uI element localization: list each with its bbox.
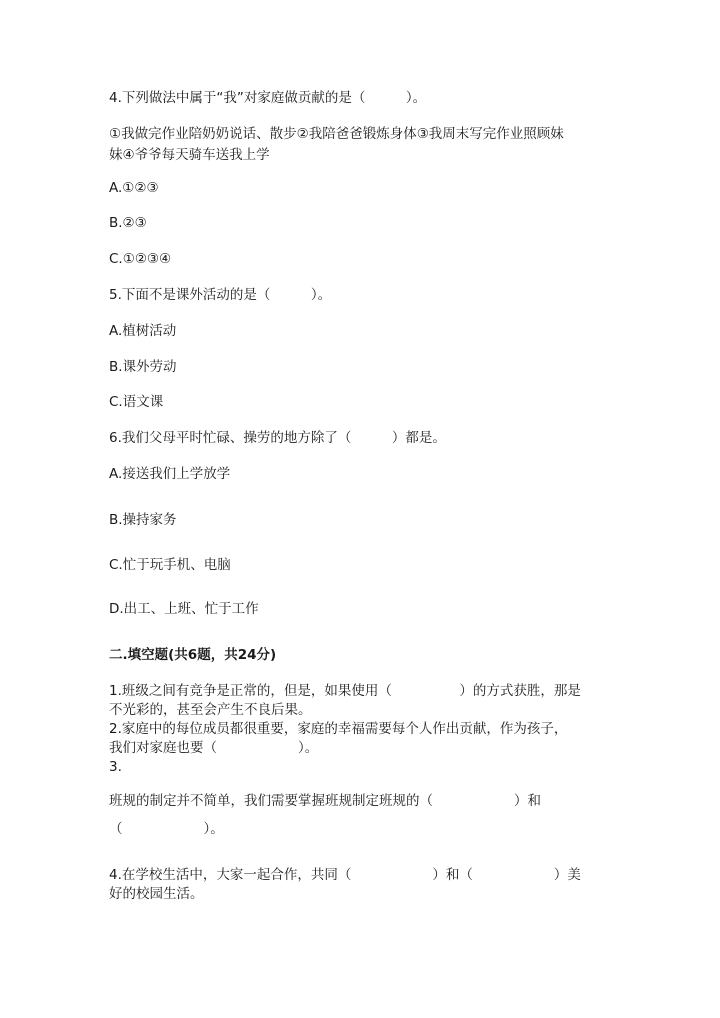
fill-q3-line2: （ ）。 [109, 821, 224, 837]
q4-statement-line2: 妹④爷爷每天骑车送我上学 [109, 147, 270, 163]
q4-option-c: C.①②③④ [109, 251, 172, 267]
fill-q4-line2: 好的校园生活。 [109, 886, 204, 902]
q5-option-c: C.语文课 [109, 394, 164, 410]
q6-option-b: B.操持家务 [109, 512, 177, 528]
q5-option-a: A.植树活动 [109, 323, 177, 339]
section-title: 二.填空题(共6题，共24分) [109, 647, 277, 663]
fill-q3-number: 3. [109, 759, 122, 775]
fill-q4-line1: 4.在学校生活中，大家一起合作，共同（ ）和（ ）美 [109, 867, 581, 883]
q4-stem: 4.下列做法中属于“我”对家庭做贡献的是（ ）。 [109, 90, 427, 106]
q4-option-b: B.②③ [109, 215, 147, 231]
fill-q2-line2: 我们对家庭也要（ ）。 [109, 740, 319, 756]
fill-q3-line1: 班规的制定并不简单，我们需要掌握班规制定班规的（ ）和 [109, 793, 541, 809]
q6-option-c: C.忙于玩手机、电脑 [109, 557, 231, 573]
q4-statement-line1: ①我做完作业陪奶奶说话、散步②我陪爸爸锻炼身体③我周末写完作业照顾妹 [109, 126, 564, 142]
q6-option-a: A.接送我们上学放学 [109, 466, 231, 482]
q4-option-a: A.①②③ [109, 180, 159, 196]
fill-q1-line1: 1.班级之间有竞争是正常的，但是，如果使用（ ）的方式获胜，那是 [109, 683, 581, 699]
q6-option-d: D.出工、上班、忙于工作 [109, 601, 259, 617]
q5-stem: 5.下面不是课外活动的是（ ）。 [109, 287, 332, 303]
fill-q1-line2: 不光彩的，甚至会产生不良后果。 [109, 702, 312, 718]
q6-stem: 6.我们父母平时忙碌、操劳的地方除了（ ）都是。 [109, 430, 446, 446]
fill-q2-line1: 2.家庭中的每位成员都很重要，家庭的幸福需要每个人作出贡献，作为孩子， [109, 721, 568, 737]
q5-option-b: B.课外劳动 [109, 359, 177, 375]
